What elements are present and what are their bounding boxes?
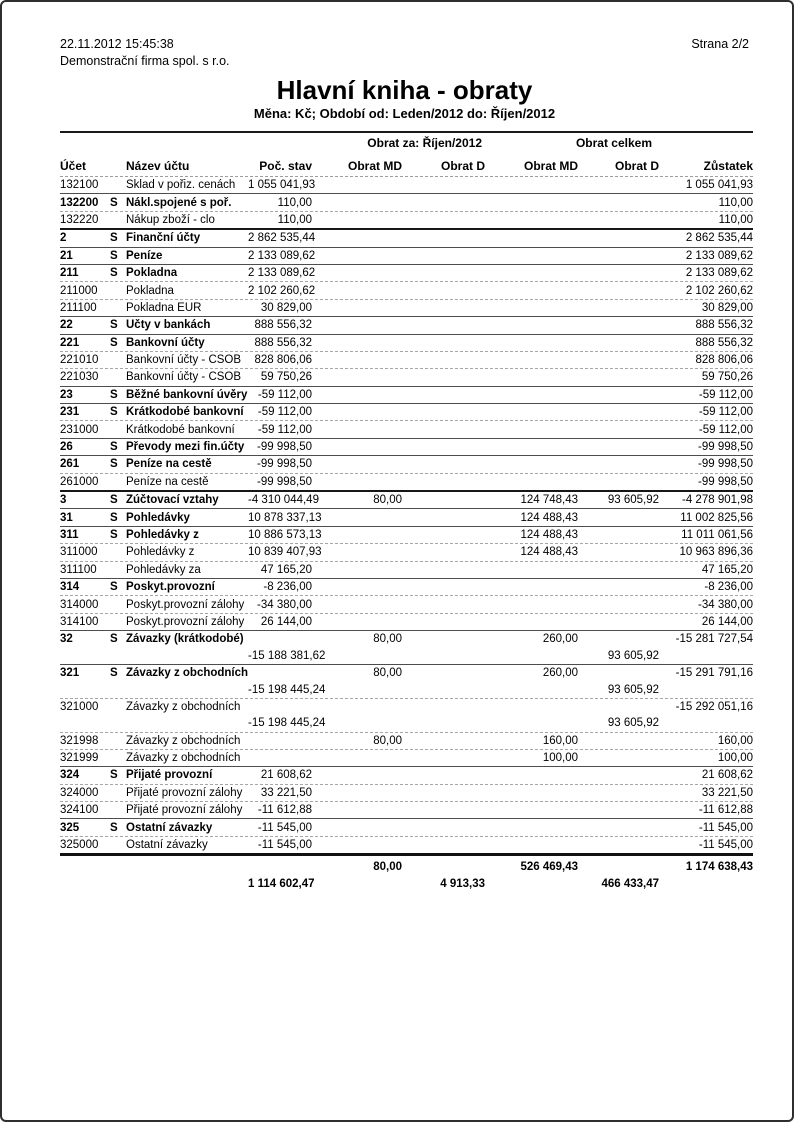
cell-name: Krátkodobé bankovní [126, 423, 235, 436]
cell-s: S [110, 388, 118, 401]
cell-zust: -4 278 901,98 [682, 494, 753, 507]
row-line [60, 300, 753, 316]
cell-name: Nákl.spojené s poř. [126, 196, 232, 209]
cell-zust: 59 750,26 [701, 371, 753, 384]
cell-account: 314000 [60, 598, 99, 611]
cell-account: 221030 [60, 371, 99, 384]
cell-s: S [110, 633, 118, 646]
cell-md_celkem: 260,00 [542, 633, 578, 646]
cell-poc: 2 862 535,44 [248, 232, 316, 245]
cell-s: S [110, 458, 118, 471]
row-line [60, 527, 753, 543]
cell-poc: 110,00 [277, 196, 312, 209]
cell-account: 231000 [60, 423, 99, 436]
cell-poc: 1 055 041,93 [248, 179, 316, 192]
cell-poc: -4 310 044,49 [248, 494, 319, 507]
cell-account: 31 [60, 511, 73, 524]
row-line [60, 802, 753, 818]
row-line [60, 579, 753, 595]
table-group-header-row [60, 133, 753, 152]
summary-row [60, 386, 753, 403]
cell-name: Sklad v pořiz. cenách [126, 179, 236, 192]
cell-name: Bankovní účty - ČSOB [126, 371, 242, 384]
cell-account: 311100 [60, 563, 97, 576]
cell-zust: 2 133 089,62 [685, 249, 753, 262]
cell-name: Poskyt.provozní [126, 581, 215, 594]
cell-s: S [110, 821, 118, 834]
cell-name: Peníze [126, 249, 163, 262]
table-row [60, 420, 753, 437]
cell-name: Závazky z obchodních [126, 667, 248, 680]
cell-account: 23 [60, 388, 73, 401]
row-line [60, 177, 753, 193]
cell-zust: -59 112,00 [698, 388, 753, 401]
cell-zust: 21 608,62 [701, 769, 753, 782]
table-row [60, 613, 753, 630]
cell-md_za: 80,00 [373, 667, 402, 680]
cell-md_celkem: 160,00 [542, 734, 578, 747]
table-column-header-row [60, 152, 753, 177]
cell-md_celkem: 124 488,43 [520, 511, 578, 524]
summary-row [60, 578, 753, 595]
cell-account: 211 [60, 267, 79, 280]
cell-zust: 47 165,20 [701, 563, 753, 576]
table-row [60, 801, 753, 818]
row-line [60, 631, 753, 647]
cell-s: S [110, 581, 118, 594]
row-line [60, 509, 753, 525]
cell-poc: 33 221,50 [260, 786, 312, 799]
cell-poc: 47 165,20 [260, 563, 312, 576]
table-row [60, 749, 753, 766]
row-line [60, 387, 753, 403]
cell-account: 261 [60, 458, 80, 471]
table-row [60, 473, 753, 490]
table-row [60, 732, 753, 749]
cell-d_celkem: 93 605,92 [607, 649, 659, 662]
report-title: Hlavní kniha - obraty [276, 75, 533, 105]
cell-md_celkem: 124 748,43 [520, 494, 578, 507]
row-line [60, 265, 753, 281]
cell-name: Bankovní účty [126, 336, 205, 349]
row-line [60, 492, 753, 508]
cell-zust: 33 221,50 [701, 786, 753, 799]
row-line [60, 456, 753, 472]
row-line [60, 733, 753, 749]
col-header-opening-balance: Poč. stav [259, 159, 312, 173]
cell-poc: -15 188 381,62 [248, 649, 326, 662]
cell-account: 221010 [60, 354, 99, 367]
cell-account: 211000 [60, 284, 98, 297]
cell-md_za: 80,00 [373, 734, 402, 747]
cell-zust: 30 829,00 [701, 301, 753, 314]
cell-name: Pokladna [126, 267, 178, 280]
cell-poc: 888 556,32 [254, 319, 312, 332]
summary-row [60, 490, 753, 508]
cell-zust: -99 998,50 [698, 441, 753, 454]
row-line [60, 614, 753, 630]
row-line [60, 785, 753, 801]
row-line [60, 212, 753, 228]
cell-name: Zúčtovací vztahy [126, 494, 219, 507]
cell-zust: 2 133 089,62 [685, 267, 753, 280]
cell-poc: 828 806,06 [254, 354, 312, 367]
table-row [60, 698, 753, 732]
row-line [60, 562, 753, 578]
cell-zust: -11 545,00 [698, 839, 753, 852]
cell-poc: 21 608,62 [260, 769, 312, 782]
cell-zust: -8 236,00 [704, 581, 753, 594]
cell-s: S [110, 196, 118, 209]
row-line [60, 699, 753, 715]
cell-md_za: 80,00 [373, 494, 402, 507]
summary-row [60, 334, 753, 351]
row-line [60, 335, 753, 351]
cell-zust: -99 998,50 [698, 475, 753, 488]
cell-poc: 2 102 260,62 [248, 284, 316, 297]
summary-row [60, 438, 753, 455]
cell-name: Přijaté provozní [126, 769, 213, 782]
cell-poc: -99 998,50 [257, 441, 312, 454]
cell-account: 21 [60, 249, 73, 262]
cell-account: 314100 [60, 615, 99, 628]
cell-poc: 59 750,26 [260, 371, 312, 384]
cell-s: S [110, 441, 118, 454]
summary-row [60, 526, 753, 543]
row-line [60, 404, 753, 420]
row-line-2 [60, 648, 753, 664]
report-subtitle: Měna: Kč; Období od: Leden/2012 do: Říjen/2012 [253, 106, 556, 121]
print-datetime: 22.11.2012 15:45:38 [60, 37, 174, 51]
cell-account: 22 [60, 319, 73, 332]
page-number: Strana 2/2 [691, 37, 749, 51]
table-row [60, 281, 753, 298]
cell-poc: 2 133 089,62 [248, 249, 316, 262]
cell-name: Závazky z obchodních [126, 752, 241, 765]
cell-md_celkem: 260,00 [542, 667, 578, 680]
cell-poc: 110,00 [277, 213, 312, 226]
cell-account: 3 [60, 494, 67, 507]
col-header-account: Účet [60, 159, 87, 173]
cell-name: Krátkodobé bankovní [126, 406, 244, 419]
cell-poc: 26 144,00 [260, 615, 312, 628]
cell-md_celkem: 124 488,43 [520, 529, 578, 541]
summary-row [60, 316, 753, 333]
row-line-2 [60, 715, 753, 731]
table-row [60, 784, 753, 801]
cell-zust: 1 174 638,43 [685, 860, 753, 873]
cell-name: Pokladna EUR [126, 301, 202, 314]
table-row [60, 211, 753, 228]
cell-account: 231 [60, 406, 80, 419]
cell-zust: -99 998,50 [698, 458, 753, 471]
cell-poc: -11 545,00 [257, 821, 312, 834]
row-line [60, 750, 753, 766]
cell-account: 132220 [60, 213, 99, 226]
cell-name: Ostatní závazky [126, 839, 208, 852]
row-line [60, 194, 753, 210]
cell-zust: -11 545,00 [698, 821, 753, 834]
cell-d_celkem: 93 605,92 [607, 717, 659, 730]
cell-name: Pohledávky [126, 511, 190, 524]
col-header-name: Název účtu [126, 159, 190, 173]
col-header-turnover-d-period: Obrat D [440, 159, 485, 173]
cell-name: Závazky z obchodních [126, 734, 241, 747]
col-header-turnover-md-total: Obrat MD [524, 159, 578, 173]
cell-account: 132100 [60, 179, 99, 192]
cell-zust: 160,00 [717, 734, 753, 747]
cell-name: Běžné bankovní úvěry [126, 388, 248, 401]
cell-name: Pohledávky za [126, 563, 201, 576]
cell-poc: 1 114 602,47 [248, 878, 315, 891]
row-line [60, 369, 753, 385]
row-line [60, 439, 753, 455]
cell-poc: 10 878 337,13 [248, 511, 322, 524]
cell-d_za: 4 913,33 [440, 878, 485, 891]
summary-row [60, 630, 753, 664]
row-line [60, 317, 753, 333]
cell-account: 324 [60, 769, 80, 782]
cell-account: 26 [60, 441, 73, 454]
row-line-2 [60, 681, 753, 697]
row-line [60, 352, 753, 368]
summary-row [60, 664, 753, 698]
cell-name: Finanční účty [126, 232, 201, 245]
cell-md_za: 80,00 [373, 633, 402, 646]
cell-zust: -59 112,00 [698, 423, 753, 436]
cell-account: 311000 [60, 546, 98, 559]
row-line [60, 596, 753, 612]
cell-s: S [110, 232, 118, 245]
cell-zust: 100,00 [717, 752, 753, 765]
cell-poc: -15 198 445,24 [248, 717, 326, 730]
cell-zust: -34 380,00 [698, 598, 753, 611]
table-row [60, 543, 753, 560]
report-header [60, 36, 749, 70]
summary-row [60, 455, 753, 472]
cell-zust: 888 556,32 [695, 336, 753, 349]
row-line [60, 230, 753, 246]
cell-poc: -8 236,00 [263, 581, 312, 594]
cell-poc: -99 998,50 [257, 475, 312, 488]
cell-account: 321000 [60, 700, 99, 713]
summary-row [60, 403, 753, 420]
table-row [60, 595, 753, 612]
cell-account: 211100 [60, 301, 97, 314]
cell-poc: 10 839 407,93 [248, 546, 322, 559]
totals-row [60, 853, 753, 893]
cell-poc: -15 198 445,24 [248, 683, 326, 696]
cell-d_celkem: 93 605,92 [607, 683, 659, 696]
summary-row [60, 766, 753, 783]
cell-name: Poskyt.provozní zálohy [126, 598, 245, 611]
cell-s: S [110, 511, 118, 524]
cell-account: 32 [60, 633, 73, 646]
cell-zust: -15 292 051,16 [675, 700, 753, 713]
cell-md_celkem: 100,00 [542, 752, 578, 765]
group-header-period: Obrat za: Říjen/2012 [367, 135, 482, 150]
cell-s: S [110, 336, 118, 349]
cell-md_celkem: 526 469,43 [520, 860, 578, 873]
cell-poc: 30 829,00 [260, 301, 312, 314]
cell-name: Převody mezi fin.účty [126, 441, 245, 454]
cell-name: Pohledávky z [126, 546, 195, 559]
group-header-total: Obrat celkem [575, 135, 652, 150]
col-header-turnover-md-period: Obrat MD [348, 159, 402, 173]
cell-zust: -11 612,88 [698, 804, 753, 817]
cell-name: Peníze na cestě [126, 458, 212, 471]
row-line [60, 837, 753, 853]
company-name: Demonstrační firma spol. s r.o. [60, 54, 230, 68]
cell-account: 325000 [60, 839, 99, 852]
table-body [60, 177, 753, 853]
cell-poc: -34 380,00 [257, 598, 312, 611]
summary-row [60, 508, 753, 525]
cell-zust: -15 291 791,16 [675, 667, 753, 680]
cell-zust: 11 011 061,56 [681, 529, 753, 541]
cell-name: Pohledávky z [126, 529, 199, 541]
cell-poc: -99 998,50 [257, 458, 312, 471]
cell-s: S [110, 249, 118, 262]
cell-name: Ostatní závazky [126, 821, 213, 834]
row-line [60, 282, 753, 298]
cell-name: Peníze na cestě [126, 475, 209, 488]
cell-poc: -59 112,00 [257, 388, 312, 401]
cell-poc: 2 133 089,62 [248, 267, 316, 280]
cell-account: 321 [60, 667, 80, 680]
cell-md_za: 80,00 [373, 860, 402, 873]
cell-account: 314 [60, 581, 80, 594]
cell-name: Závazky (krátkodobé) [126, 633, 244, 646]
cell-zust: 888 556,32 [695, 319, 753, 332]
cell-zust: 1 055 041,93 [685, 179, 753, 192]
table-row [60, 177, 753, 193]
cell-poc: 888 556,32 [254, 336, 312, 349]
cell-zust: -59 112,00 [698, 406, 753, 419]
cell-s: S [110, 267, 118, 280]
summary-row [60, 264, 753, 281]
cell-name: Závazky z obchodních [126, 700, 241, 713]
cell-zust: 26 144,00 [701, 615, 753, 628]
row-line [60, 421, 753, 437]
row-line [60, 819, 753, 835]
summary-row [60, 247, 753, 264]
cell-name: Přijaté provozní zálohy [126, 804, 243, 817]
cell-s: S [110, 494, 118, 507]
cell-zust: 110,00 [718, 213, 753, 226]
totals-line-2 [60, 876, 753, 894]
table-row [60, 351, 753, 368]
row-line [60, 767, 753, 783]
cell-account: 2 [60, 232, 67, 245]
cell-d_celkem: 466 433,47 [601, 878, 659, 891]
cell-s: S [110, 769, 118, 782]
summary-row [60, 818, 753, 835]
cell-poc: -59 112,00 [257, 423, 312, 436]
cell-account: 324000 [60, 786, 99, 799]
totals-line-1 [60, 858, 753, 876]
table-row [60, 368, 753, 385]
table-row [60, 299, 753, 316]
row-line [60, 248, 753, 264]
cell-poc: 10 886 573,13 [248, 529, 322, 541]
cell-zust: 2 862 535,44 [685, 232, 753, 245]
cell-account: 324100 [60, 804, 99, 817]
cell-md_celkem: 124 488,43 [520, 546, 578, 559]
cell-zust: 2 102 260,62 [685, 284, 753, 297]
cell-name: Účty v bankách [126, 319, 211, 332]
cell-zust: 11 002 825,56 [680, 511, 753, 524]
table-row [60, 561, 753, 578]
cell-poc: -11 612,88 [257, 804, 312, 817]
cell-account: 325 [60, 821, 80, 834]
cell-s: S [110, 667, 118, 680]
cell-name: Nákup zboží - clo [126, 213, 215, 226]
cell-s: S [110, 319, 118, 332]
cell-d_celkem: 93 605,92 [607, 494, 659, 507]
cell-name: Pokladna [126, 284, 174, 297]
cell-zust: 110,00 [718, 196, 753, 209]
cell-s: S [110, 529, 118, 541]
cell-name: Bankovní účty - ČSOB [126, 354, 242, 367]
col-header-balance: Zůstatek [703, 159, 753, 173]
ledger-table [60, 131, 753, 893]
row-line [60, 665, 753, 681]
cell-s: S [110, 406, 118, 419]
cell-zust: 828 806,06 [695, 354, 753, 367]
cell-poc: -11 545,00 [257, 839, 312, 852]
cell-poc: -59 112,00 [257, 406, 312, 419]
cell-zust: 10 963 896,36 [679, 546, 753, 559]
cell-name: Přijaté provozní zálohy [126, 786, 243, 799]
row-line [60, 544, 753, 560]
row-line [60, 474, 753, 490]
summary-row [60, 193, 753, 210]
cell-account: 311 [60, 529, 79, 541]
cell-account: 321999 [60, 752, 99, 765]
summary-row [60, 228, 753, 246]
cell-zust: -15 281 727,54 [675, 633, 753, 646]
table-row [60, 836, 753, 853]
cell-account: 221 [60, 336, 80, 349]
cell-account: 261000 [60, 475, 99, 488]
cell-account: 132200 [60, 196, 99, 209]
cell-account: 321998 [60, 734, 99, 747]
cell-name: Poskyt.provozní zálohy [126, 615, 245, 628]
col-header-turnover-d-total: Obrat D [614, 159, 659, 173]
